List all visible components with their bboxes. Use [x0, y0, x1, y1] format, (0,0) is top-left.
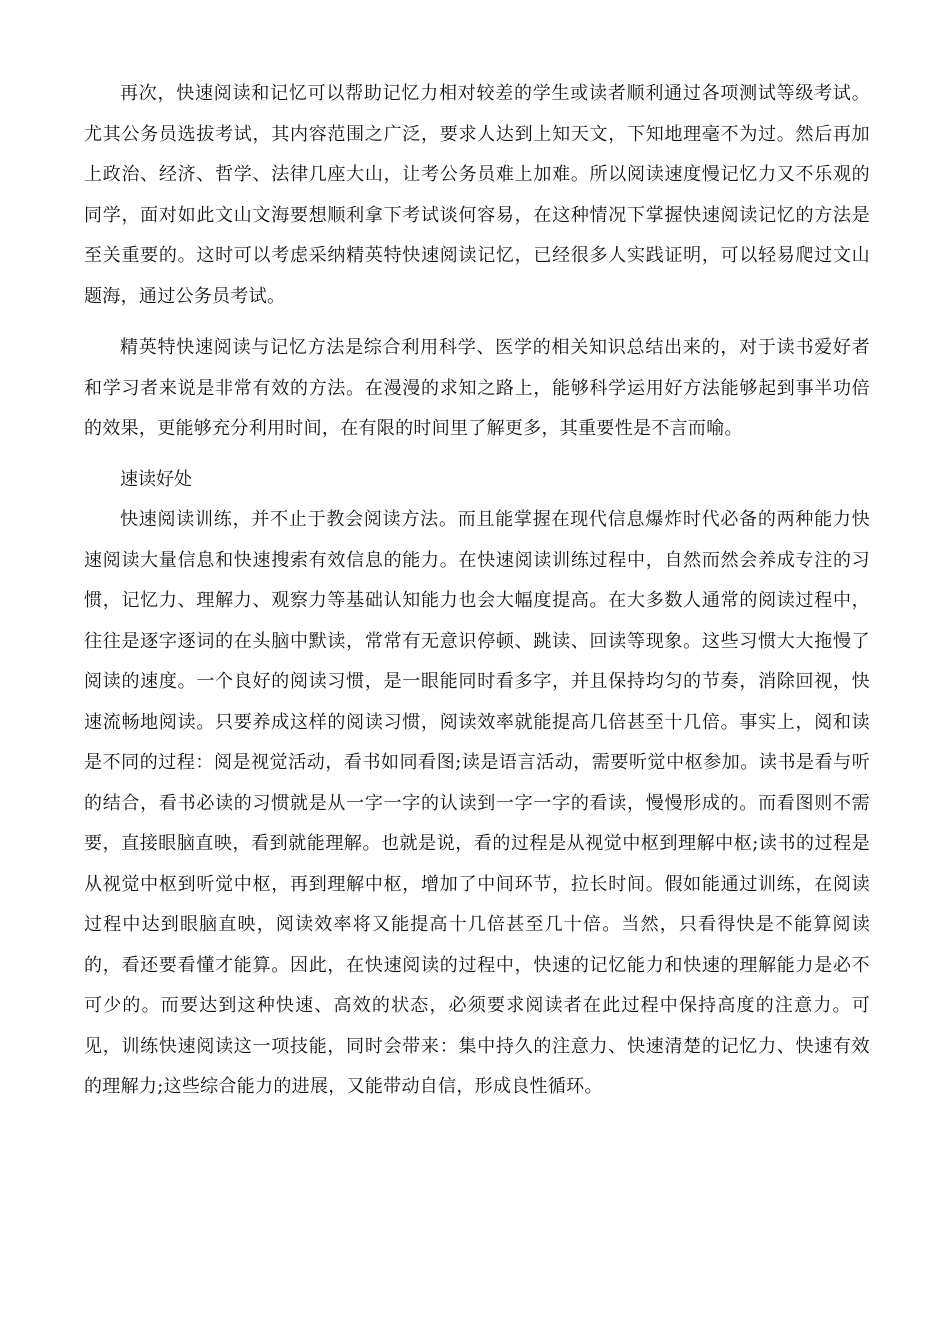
section-heading: 速读好处 — [120, 468, 192, 490]
section-paragraph: 快速阅读训练，并不止于教会阅读方法。而且能掌握在现代信息爆炸时代必备的两种能力快速阅读大量信息和快速搜索有效信息的能力。在快速阅读训练过程中，自然而然会养成专注的习惯，记忆力、理解力、观察力等基础认知能力也会大幅度提高。在大多数人通常的阅读过程中，往往是逐字逐词的在头脑中默读，常常有无意识停顿、跳读、回读等现象。这些习惯大大拖慢了阅读的速度。一个良好的阅读习惯，是一眼能同时看多字，并且保持均匀的节奏，消除回视，快速流畅地阅读。只要养成这样的阅读习惯，阅读效率就能提高几倍甚至十几倍。事实上，阅和读是不同的过程：阅是视觉活动，看书如同看图;读是语言活动，需要听觉中枢参加。读书是看与听的结合，看书必读的习惯就是从一字一字的认读到一字一字的看读，慢慢形成的。而看图则不需要，直接眼脑直映，看到就能理解。也就是说，看的过程是从视觉中枢到理解中枢;读书的过程是从视觉中枢到听觉中枢，再到理解中枢，增加了中间环节，拉长时间。假如能通过训练，在阅读过程中达到眼脑直映，阅读效率将又能提高十几倍甚至几十倍。当然，只看得快是不能算阅读的，看还要看懂才能算。因此，在快速阅读的过程中，快速的记忆能力和快速的理解能力是必不可少的。而要达到这种快速、高效的状态，必须要求阅读者在此过程中保持高度的注意力。可见，训练快速阅读这一项技能，同时会带来：集中持久的注意力、快速清楚的记忆力、快速有效的理解力;这些综合能力的进展，又能带动自信，形成良性循环。 — [84, 509, 870, 1097]
document-page — [84, 74, 870, 1108]
body-paragraph: 精英特快速阅读与记忆方法是综合利用科学、医学的相关知识总结出来的，对于读书爱好者和学习者来说是非常有效的方法。在漫漫的求知之路上，能够科学运用好方法能够起到事半功倍的效果，更能够充分利用时间，在有限的时间里了解更多，其重要性是不言而喻。 — [84, 337, 870, 439]
body-paragraph: 再次，快速阅读和记忆可以帮助记忆力相对较差的学生或读者顺利通过各项测试等级考试。尤其公务员选拔考试，其内容范围之广泛，要求人达到上知天文，下知地理毫不为过。然后再加上政治、经济、哲学、法律几座大山，让考公务员难上加难。所以阅读速度慢记忆力又不乐观的同学，面对如此文山文海要想顺利拿下考试谈何容易，在这种情况下掌握快速阅读记忆的方法是至关重要的。这时可以考虑采纳精英特快速阅读记忆，已经很多人实践证明，可以轻易爬过文山题海，通过公务员考试。 — [84, 83, 870, 307]
